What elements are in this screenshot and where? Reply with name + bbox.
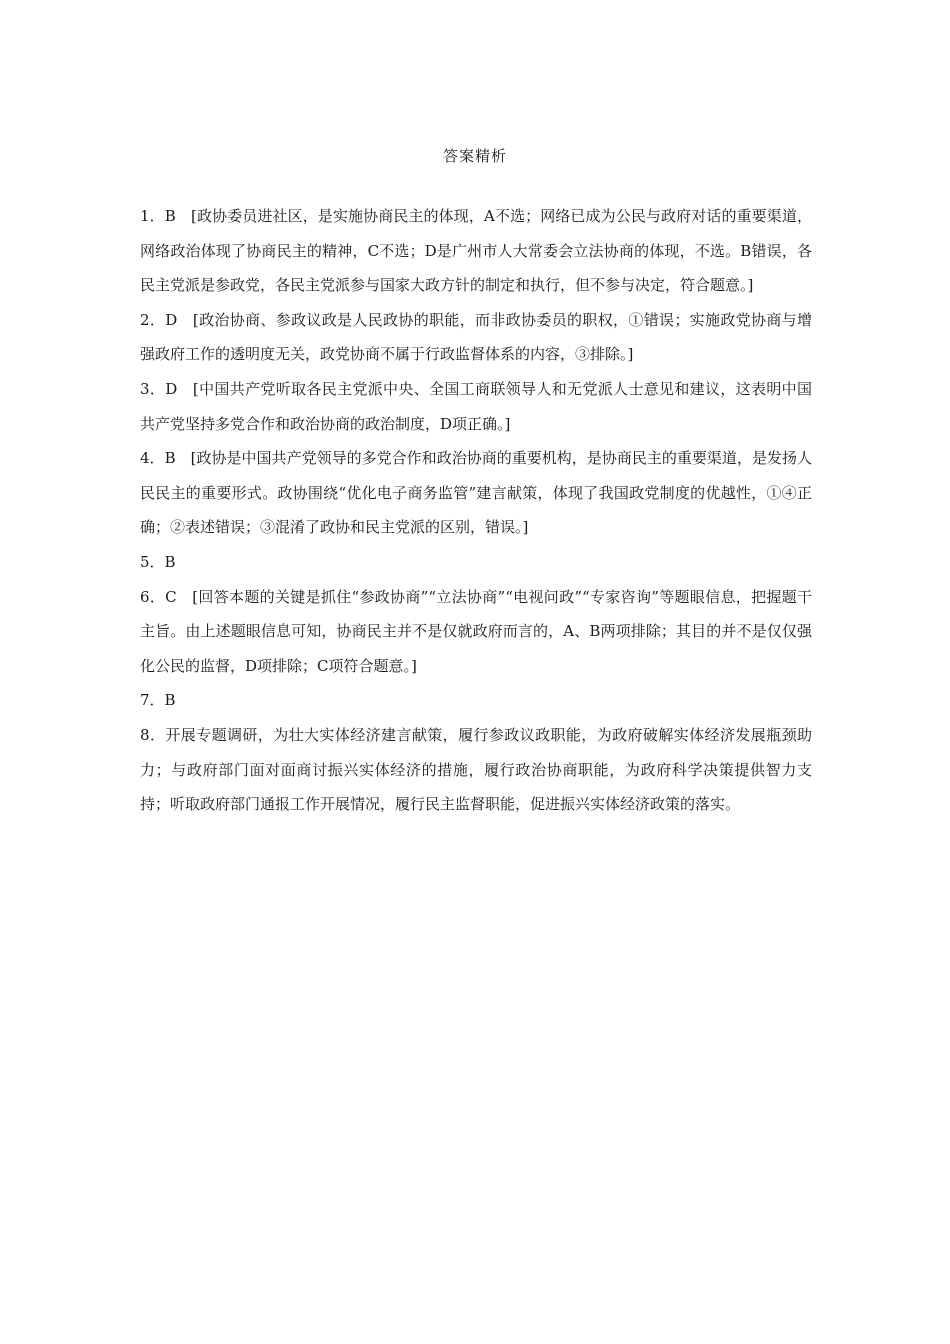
answer-number: 3．D [140, 379, 193, 398]
answer-explanation: [回答本题的关键是抓住“参政协商”“立法协商”“电视问政”“专家咨询”等题眼信息，把握题干主旨。由上述题眼信息可知，协商民主并不是仅就政府而言的，A、B两项排除；其目的并不是仅仅强化公民的监督，D项排除；C项符合题意。] [140, 587, 812, 675]
answer-item-6 [140, 580, 812, 684]
answer-number: 5．B [140, 552, 176, 571]
answer-explanation: [政协委员进社区，是实施协商民主的体现，A不选；网络已成为公民与政府对话的重要渠道，网络政治体现了协商民主的精神，C不选；D是广州市人大常委会立法协商的体现，不选。B错误，各民主党派是参政党，各民主党派参与国家大政方针的制定和执行，但不参与决定，符合题意。] [140, 207, 812, 295]
answer-item-3 [140, 372, 812, 441]
answer-number: 8． [140, 725, 166, 744]
answer-item-7 [140, 683, 812, 718]
answer-item-1 [140, 199, 812, 303]
page-title: 答案精析 [442, 147, 507, 165]
answer-item-8 [140, 718, 812, 822]
answer-list [140, 199, 812, 822]
answer-item-5 [140, 545, 812, 580]
answer-number: 7．B [140, 691, 176, 710]
answer-explanation: [政治协商、参政议政是人民政协的职能，而非政协委员的职权，①错误；实施政党协商与增强政府工作的透明度无关，政党协商不属于行政监督体系的内容，③排除。] [140, 310, 813, 364]
answer-item-4 [140, 441, 812, 545]
answer-explanation: [政协是中国共产党领导的多党合作和政治协商的重要机构，是协商民主的重要渠道，是发扬人民民主的重要形式。政协围绕“优化电子商务监管”建言献策，体现了我国政党制度的优越性，①④正确；②表述错误；③混淆了政协和民主党派的区别，错误。] [140, 449, 812, 537]
answer-item-2 [140, 303, 812, 372]
answer-number: 1．B [140, 207, 191, 225]
answer-number: 2．D [140, 310, 193, 329]
answer-explanation: [中国共产党听取各民主党派中央、全国工商联领导人和无党派人士意见和建议，这表明中国共产党坚持多党合作和政治协商的政治制度，D项正确。] [140, 379, 813, 433]
answer-number: 4．B [140, 449, 191, 468]
answer-explanation: 开展专题调研，为壮大实体经济建言献策，履行参政议政职能，为政府破解实体经济发展瓶颈助力；与政府部门面对面商讨振兴实体经济的措施，履行政治协商职能，为政府科学决策提供智力支持；听取政府部门通报工作开展情况，履行民主监督职能，促进振兴实体经济政策的落实。 [140, 725, 812, 814]
answer-number: 6．C [140, 587, 193, 606]
